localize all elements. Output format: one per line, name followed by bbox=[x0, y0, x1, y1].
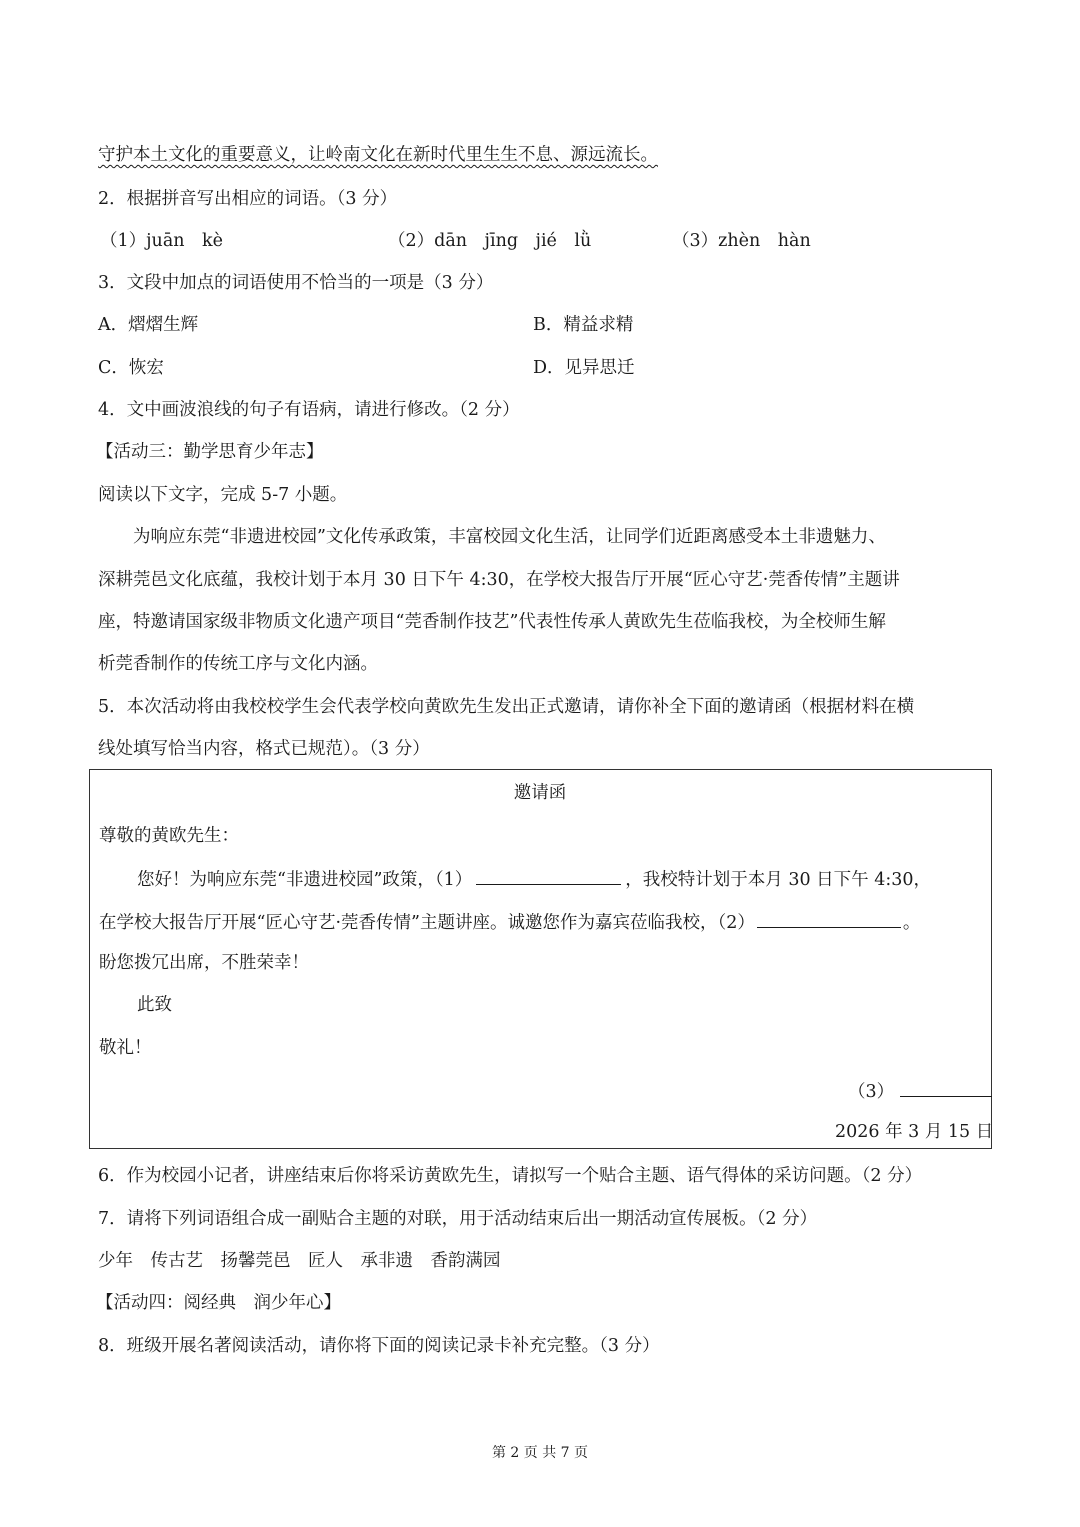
letter-body-1a: 您好！为响应东莞“非遗进校园”政策，（1） bbox=[137, 870, 473, 890]
letter-body-1b: ，我校特计划于本月 30 日下午 4:30， bbox=[625, 870, 932, 890]
letter-signature-row bbox=[848, 1078, 992, 1104]
letter-date: 2026 年 3 月 15 日 bbox=[835, 1122, 994, 1142]
pinyin-item-2: （2）dān jīng jié lǜ bbox=[388, 231, 592, 251]
blank-3[interactable] bbox=[900, 1078, 992, 1097]
signature-label: （3） bbox=[848, 1082, 895, 1102]
passage-line-1: 为响应东莞“非遗进校园”文化传承政策，丰富校园文化生活，让同学们近距离感受本土非遗魅力、 bbox=[133, 527, 886, 547]
blank-2[interactable] bbox=[757, 909, 901, 928]
question-2-stem: 2．根据拼音写出相应的词语。（3 分） bbox=[98, 189, 398, 209]
activity-4-title: 【活动四：阅经典 润少年心】 bbox=[96, 1293, 341, 1313]
invitation-letter-box bbox=[89, 769, 992, 1149]
question-7-stem: 7．请将下列词语组合成一副贴合主题的对联，用于活动结束后出一期活动宣传展板。（2 分） bbox=[98, 1209, 818, 1229]
option-c: C．恢宏 bbox=[98, 358, 164, 378]
page-footer: 第 2 页 共 7 页 bbox=[491, 1445, 589, 1461]
option-b: B．精益求精 bbox=[533, 315, 634, 335]
letter-body-2a: 在学校大报告厅开展“匠心守艺·莞香传情”主题讲座。诚邀您作为嘉宾莅临我校，（2） bbox=[99, 913, 755, 933]
passage-line-3: 座，特邀请国家级非物质文化遗产项目“莞香制作技艺”代表性传承人黄欧先生莅临我校，为全校师生解 bbox=[98, 612, 886, 632]
question-6-stem: 6．作为校园小记者，讲座结束后你将采访黄欧先生，请拟写一个贴合主题、语气得体的采访问题。（2 分） bbox=[98, 1166, 923, 1186]
letter-salutation: 尊敬的黄欧先生： bbox=[99, 826, 239, 846]
activity-3-title: 【活动三：勤学思育少年志】 bbox=[96, 442, 324, 462]
letter-closing-2: 敬礼！ bbox=[99, 1038, 152, 1058]
pinyin-item-1: （1）juān kè bbox=[100, 231, 223, 251]
question-5-stem-line-2: 线处填写恰当内容，格式已规范）。（3 分） bbox=[98, 739, 430, 759]
letter-closing-1: 此致 bbox=[137, 995, 172, 1015]
letter-body-2b: 。 bbox=[902, 913, 921, 933]
passage-line-4: 析莞香制作的传统工序与文化内涵。 bbox=[98, 654, 378, 674]
letter-body-line-3: 盼您拨冗出席，不胜荣幸！ bbox=[99, 953, 309, 973]
letter-body-line-1 bbox=[137, 866, 931, 892]
blank-1[interactable] bbox=[476, 866, 621, 885]
question-5-stem-line-1: 5．本次活动将由我校校学生会代表学校向黄欧先生发出正式邀请，请你补全下面的邀请函（根据材料在横 bbox=[98, 697, 915, 717]
question-8-stem: 8．班级开展名著阅读活动，请你将下面的阅读记录卡补充完整。（3 分） bbox=[98, 1336, 660, 1356]
option-a: A．熠熠生辉 bbox=[98, 315, 199, 335]
couplet-words: 少年 传古艺 扬馨莞邑 匠人 承非遗 香韵满园 bbox=[98, 1251, 501, 1271]
letter-title: 邀请函 bbox=[513, 783, 567, 803]
option-d: D．见异思迁 bbox=[533, 358, 635, 378]
activity-3-intro: 阅读以下文字，完成 5-7 小题。 bbox=[98, 485, 348, 505]
letter-body-line-2 bbox=[99, 909, 920, 935]
pinyin-item-3: （3）zhèn hàn bbox=[672, 231, 811, 251]
question-2-pinyin-row bbox=[100, 229, 1000, 253]
continued-wavy-sentence: 守护本土文化的重要意义，让岭南文化在新时代里生生不息、源远流长。 bbox=[98, 145, 658, 165]
question-3-stem: 3．文段中加点的词语使用不恰当的一项是（3 分） bbox=[98, 273, 494, 293]
question-4-stem: 4．文中画波浪线的句子有语病，请进行修改。（2 分） bbox=[98, 400, 520, 420]
passage-line-2: 深耕莞邑文化底蕴，我校计划于本月 30 日下午 4:30，在学校大报告厅开展“匠心守艺·莞香传情”主题讲 bbox=[98, 570, 900, 590]
